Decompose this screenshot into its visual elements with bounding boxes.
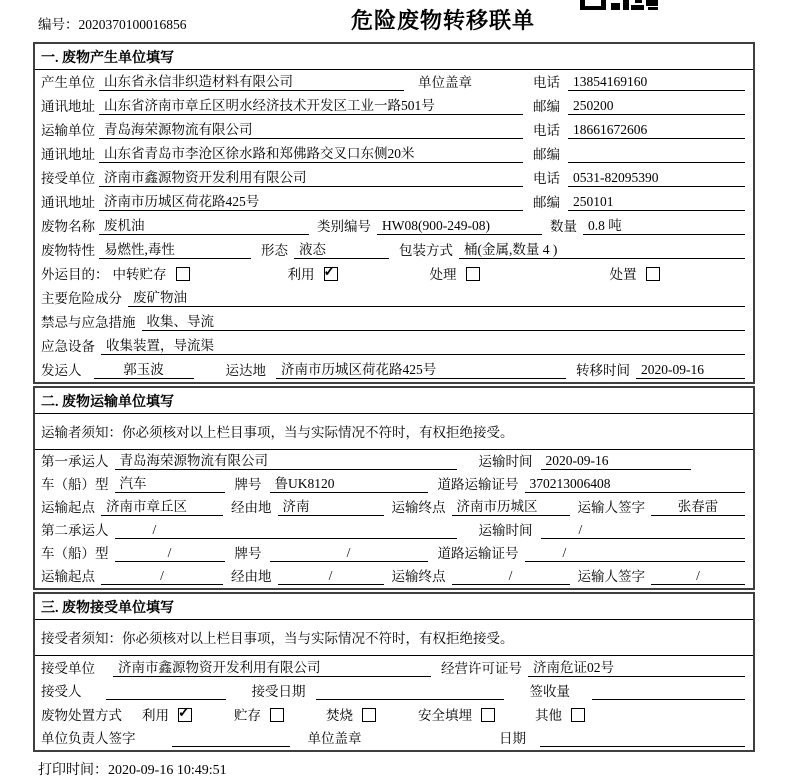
disposal-option-store-label: 贮存: [234, 707, 261, 723]
main-hazard-value: 废矿物油: [128, 286, 745, 307]
transporter-unit-label: 运输单位: [41, 123, 95, 138]
row-producer-unit: [35, 70, 753, 94]
section-receiver-title: 三. 废物接受单位填写: [35, 594, 753, 620]
route-end-2-value: /: [452, 568, 570, 585]
checkbox-disposal-store: [270, 708, 284, 722]
second-carrier-value: /: [115, 522, 457, 539]
category-code-label: 类别编号: [317, 219, 371, 234]
plate-number-label: 牌号: [234, 477, 262, 492]
route-end-label: 运输终点: [391, 500, 446, 515]
sign-date-value: [540, 731, 745, 747]
receiver-phone-value: 0531-82095390: [568, 170, 745, 187]
transport-time-2-value: /: [541, 522, 746, 539]
vehicle-type-value: 汽车: [115, 472, 225, 493]
row-first-carrier: [35, 450, 753, 473]
received-amount-label: 签收量: [529, 684, 570, 699]
producer-phone-value: 13854169160: [568, 74, 745, 91]
receiver-zip-label: 邮编: [533, 195, 560, 210]
row-main-hazard: [35, 286, 753, 310]
vehicle-type-2-value: /: [115, 545, 225, 562]
route-origin-2-value: /: [101, 568, 223, 585]
route-origin-label: 运输起点: [41, 500, 95, 515]
section-transporter-title: 二. 废物运输单位填写: [35, 388, 753, 414]
accept-unit-value: 济南市鑫源物资开发利用有限公司: [113, 656, 431, 677]
transporter-address-label: 通讯地址: [41, 147, 95, 162]
first-carrier-value: 青岛海荣源物流有限公司: [115, 449, 457, 470]
responsible-signature-label: 单位负责人签字: [41, 731, 136, 746]
taboo-measures-value: 收集、导流: [142, 310, 746, 331]
destination-label: 运达地: [225, 363, 266, 378]
purpose-option-dispose-label: 处置: [609, 267, 637, 282]
checkbox-disposal-utilize: [178, 708, 192, 722]
road-permit-2-label: 道路运输证号: [437, 546, 519, 561]
purpose-option-transfer-storage-label: 中转贮存: [112, 267, 167, 282]
row-disposal-method: [35, 703, 753, 727]
plate-number-2-label: 牌号: [234, 546, 262, 561]
row-route-1: [35, 496, 753, 519]
row-dispatch: [35, 358, 753, 382]
row-responsible-signature: [35, 727, 753, 751]
row-second-carrier: [35, 519, 753, 542]
accept-unit-label: 接受单位: [41, 660, 95, 676]
row-receiver-address: [35, 190, 753, 214]
row-taboo-measures: [35, 310, 753, 334]
second-carrier-label: 第二承运人: [41, 523, 109, 538]
producer-zip-value: 250200: [568, 98, 745, 115]
shipper-value: 郭玉波: [94, 358, 194, 379]
row-waste-trait: [35, 238, 753, 262]
emergency-equipment-value: 收集装置，导流渠: [101, 334, 745, 355]
row-transporter-unit: [35, 118, 753, 142]
page-title: 危险废物转移联单: [350, 8, 535, 33]
license-number-value: 济南危证02号: [528, 656, 745, 677]
route-via-value: 济南: [278, 495, 384, 516]
receiver-address-value: 济南市历城区荷花路425号: [99, 190, 523, 211]
transport-time-value: 2020-09-16: [541, 453, 691, 470]
vehicle-type-2-label: 车（船）型: [41, 546, 109, 561]
route-origin-value: 济南市章丘区: [101, 495, 223, 516]
packing-label: 包装方式: [399, 243, 453, 258]
row-waste-name: [35, 214, 753, 238]
plate-number-2-value: /: [270, 545, 428, 562]
plate-number-value: 鲁UK8120: [270, 472, 428, 493]
route-via-label: 经由地: [231, 500, 272, 515]
disposal-option-utilize-label: 利用: [142, 707, 169, 723]
route-via-2-value: /: [278, 568, 384, 585]
transporter-address-value: 山东省青岛市李沧区徐水路和郑佛路交叉口东侧20米: [99, 142, 523, 163]
form-number-label: 编号：: [38, 17, 79, 32]
checkbox-disposal-incinerate: [362, 708, 376, 722]
disposal-option-landfill-label: 安全填埋: [418, 707, 472, 723]
producer-phone-label: 电话: [533, 75, 560, 90]
accept-date-label: 接受日期: [251, 684, 306, 699]
producer-address-label: 通讯地址: [41, 99, 95, 114]
producer-zip-label: 邮编: [533, 99, 560, 114]
row-transporter-address: [35, 142, 753, 166]
unit-seal-2-label: 单位盖章: [307, 731, 362, 746]
transport-time-2-label: 运输时间: [478, 523, 533, 538]
route-end-value: 济南市历城区: [452, 495, 570, 516]
transporter-zip-label: 邮编: [533, 147, 560, 162]
shipper-label: 发运人: [41, 363, 82, 378]
print-time-value: 2020-09-16 10:49:51: [108, 763, 227, 778]
section-transporter: [33, 386, 755, 590]
main-hazard-label: 主要危险成分: [41, 291, 122, 306]
transporter-notice: 运输者须知：你必须核对以上栏目事项，当与实际情况不符时，有权拒绝接受。: [35, 414, 753, 450]
row-transfer-purpose: [35, 262, 753, 286]
checkbox-transfer-storage: [176, 267, 190, 281]
route-end-2-label: 运输终点: [391, 569, 446, 584]
receiver-phone-label: 电话: [533, 171, 560, 186]
quantity-value: 0.8 吨: [583, 214, 745, 235]
checkbox-utilize: [324, 267, 338, 281]
purpose-option-utilize-label: 利用: [287, 267, 315, 282]
row-route-2: [35, 565, 753, 588]
quantity-label: 数量: [550, 219, 577, 234]
responsible-signature-value: [172, 731, 290, 747]
emergency-equipment-label: 应急设备: [41, 339, 95, 354]
vehicle-type-label: 车（船）型: [41, 477, 109, 492]
road-permit-value: 370213006408: [525, 476, 746, 493]
waste-trait-value: 易燃性,毒性: [99, 238, 251, 259]
purpose-option-treat-label: 处理: [429, 267, 457, 282]
section-producer-title: 一. 废物产生单位填写: [35, 44, 753, 70]
row-acceptor: [35, 680, 753, 704]
receiver-address-label: 通讯地址: [41, 195, 95, 210]
disposal-option-other-label: 其他: [535, 707, 562, 723]
destination-value: 济南市历城区荷花路425号: [276, 358, 566, 379]
checkbox-disposal-other: [571, 708, 585, 722]
form-number-value: 2020370100016856: [78, 17, 187, 32]
accept-date-value: [316, 684, 504, 700]
unit-seal-label: 单位盖章: [418, 75, 472, 90]
carrier-signature-value: 张春雷: [651, 495, 745, 516]
transporter-phone-label: 电话: [533, 123, 560, 138]
category-code-value: HW08(900-249-08): [377, 218, 542, 235]
print-time: [38, 759, 796, 779]
taboo-measures-label: 禁忌与应急措施: [41, 315, 136, 330]
sign-date-label: 日期: [499, 731, 526, 746]
route-via-2-label: 经由地: [231, 569, 272, 584]
receiver-notice: 接受者须知：你必须核对以上栏目事项，当与实际情况不符时，有权拒绝接受。: [35, 620, 753, 656]
acceptor-label: 接受人: [41, 684, 82, 699]
waste-trait-label: 废物特性: [41, 243, 95, 258]
checkbox-disposal-landfill: [481, 708, 495, 722]
row-producer-address: [35, 94, 753, 118]
received-amount-value: [592, 684, 745, 700]
producer-unit-value: 山东省永信非织造材料有限公司: [99, 70, 404, 91]
waste-name-label: 废物名称: [41, 219, 95, 234]
producer-address-value: 山东省济南市章丘区明水经济技术开发区工业一路501号: [99, 94, 523, 115]
transporter-phone-value: 18661672606: [568, 122, 745, 139]
transfer-time-label: 转移时间: [576, 363, 630, 378]
carrier-signature-2-label: 运输人签字: [577, 569, 645, 584]
carrier-signature-2-value: /: [651, 568, 745, 585]
disposal-option-incinerate-label: 焚烧: [326, 707, 353, 723]
packing-value: 桶(金属,数量 4 ): [459, 238, 745, 259]
row-receiver-unit: [35, 166, 753, 190]
form-state-label: 形态: [261, 243, 288, 258]
carrier-signature-label: 运输人签字: [577, 500, 645, 515]
checkbox-dispose: [646, 267, 660, 281]
receiver-unit-label: 接受单位: [41, 171, 95, 186]
row-vehicle-1: [35, 473, 753, 496]
transfer-purpose-label: 外运目的：: [41, 267, 109, 282]
receiver-unit-value: 济南市鑫源物资开发利用有限公司: [99, 166, 523, 187]
transporter-unit-value: 青岛海荣源物流有限公司: [99, 118, 523, 139]
document-header: [0, 0, 796, 42]
acceptor-value: [106, 684, 226, 700]
disposal-method-label: 废物处置方式: [41, 707, 122, 723]
waste-name-value: 废机油: [99, 214, 309, 235]
license-number-label: 经营许可证号: [441, 660, 522, 676]
route-origin-2-label: 运输起点: [41, 569, 95, 584]
receiver-zip-value: 250101: [568, 194, 745, 211]
road-permit-2-value: /: [525, 545, 746, 562]
transporter-zip-value: [568, 147, 745, 163]
section-receiver: [33, 592, 755, 752]
print-time-label: 打印时间：: [38, 763, 108, 778]
section-producer: [33, 42, 755, 384]
form-state-value: 液态: [294, 238, 389, 259]
producer-unit-label: 产生单位: [41, 75, 95, 90]
qr-code-icon: [580, 0, 658, 10]
first-carrier-label: 第一承运人: [41, 454, 109, 469]
row-emergency-equipment: [35, 334, 753, 358]
row-vehicle-2: [35, 542, 753, 565]
transport-time-label: 运输时间: [478, 454, 533, 469]
road-permit-label: 道路运输证号: [437, 477, 519, 492]
checkbox-treat: [466, 267, 480, 281]
row-accept-unit: [35, 656, 753, 680]
transfer-time-value: 2020-09-16: [636, 362, 745, 379]
